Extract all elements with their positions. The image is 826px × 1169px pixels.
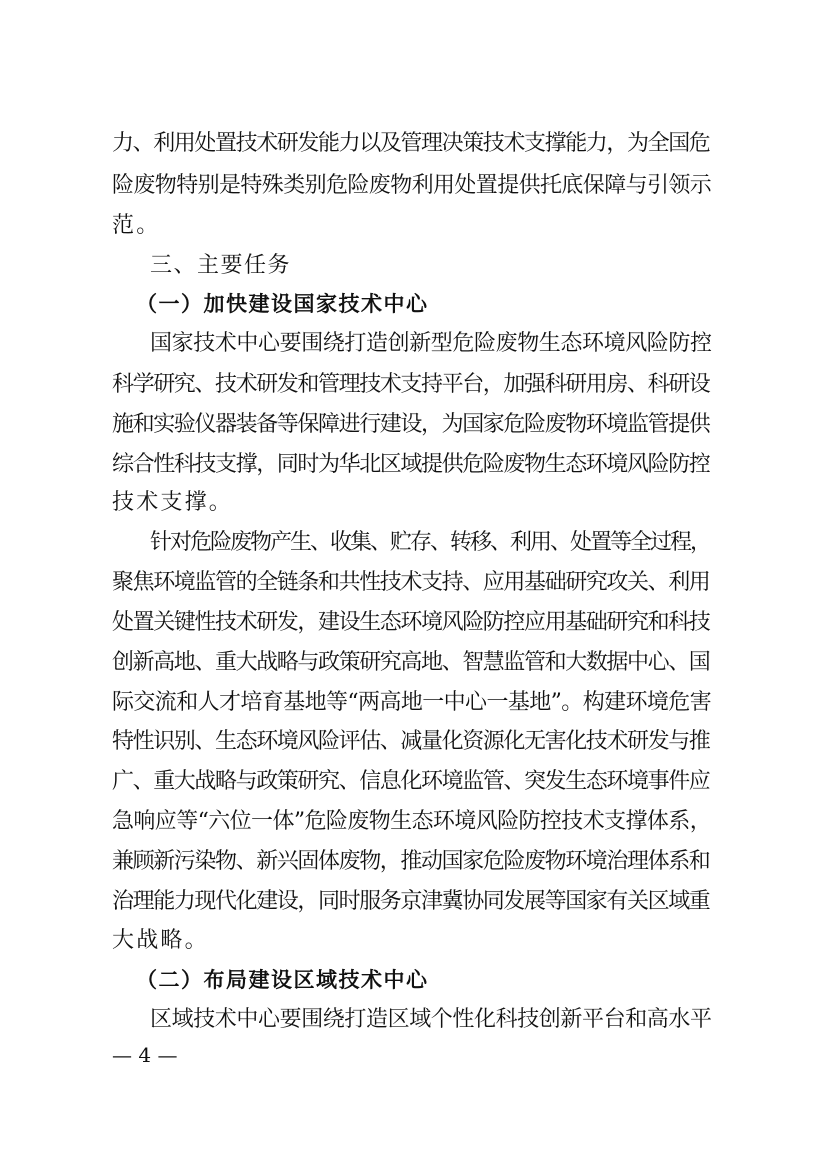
section-heading: 三、主要任务 <box>150 253 292 278</box>
paragraph-line: 综合性科技支撑，同时为华北区域提供危险废物生态环境风险防控 <box>112 452 710 477</box>
paragraph-line: 治理能力现代化建设，同时服务京津冀协同发展等国家有关区域重 <box>112 889 710 914</box>
paragraph-line: 范。 <box>112 213 161 238</box>
paragraph-line: 国家技术中心要围绕打造创新型危险废物生态环境风险防控 <box>150 331 712 356</box>
subsection-heading-2: （二）布局建设区域技术中心 <box>136 968 429 992</box>
paragraph-line: 际交流和人才培育基地等“两高地一中心一基地”。构建环境危害 <box>112 690 712 715</box>
paragraph-line: 技术支撑。 <box>112 490 234 515</box>
subsection-heading-1: （一）加快建设国家技术中心 <box>136 292 429 316</box>
paragraph-line: 兼顾新污染物、新兴固体废物，推动国家危险废物环境治理体系和 <box>112 849 710 874</box>
paragraph-line: 大战略。 <box>112 928 209 953</box>
paragraph-line: 科学研究、技术研发和管理技术支持平台，加强科研用房、科研设 <box>112 372 710 397</box>
paragraph-line: 广、重大战略与政策研究、信息化环境监管、突发生态环境事件应 <box>112 769 710 794</box>
paragraph-line: 处置关键性技术研发，建设生态环境风险防控应用基础研究和科技 <box>112 610 710 635</box>
paragraph-line: 急响应等“六位一体”危险废物生态环境风险防控技术支撑体系， <box>112 809 712 834</box>
paragraph-line: 创新高地、重大战略与政策研究高地、智慧监管和大数据中心、国 <box>112 650 710 675</box>
paragraph-line: 特性识别、生态环境风险评估、减量化资源化无害化技术研发与推 <box>112 729 710 754</box>
paragraph-line: 聚焦环境监管的全链条和共性技术支持、应用基础研究攻关、利用 <box>112 570 710 595</box>
page-number: — 4 — <box>112 1043 178 1067</box>
paragraph-line: 针对危险废物产生、收集、贮存、转移、利用、处置等全过程， <box>150 530 711 555</box>
paragraph-line: 施和实验仪器装备等保障进行建设，为国家危险废物环境监管提供 <box>112 412 710 437</box>
paragraph-line: 险废物特别是特殊类别危险废物利用处置提供托底保障与引领示 <box>112 173 712 198</box>
paragraph-line: 力、利用处置技术研发能力以及管理决策技术支撑能力，为全国危 <box>112 131 710 156</box>
paragraph-line: 区域技术中心要围绕打造区域个性化科技创新平台和高水平 <box>150 1007 712 1032</box>
